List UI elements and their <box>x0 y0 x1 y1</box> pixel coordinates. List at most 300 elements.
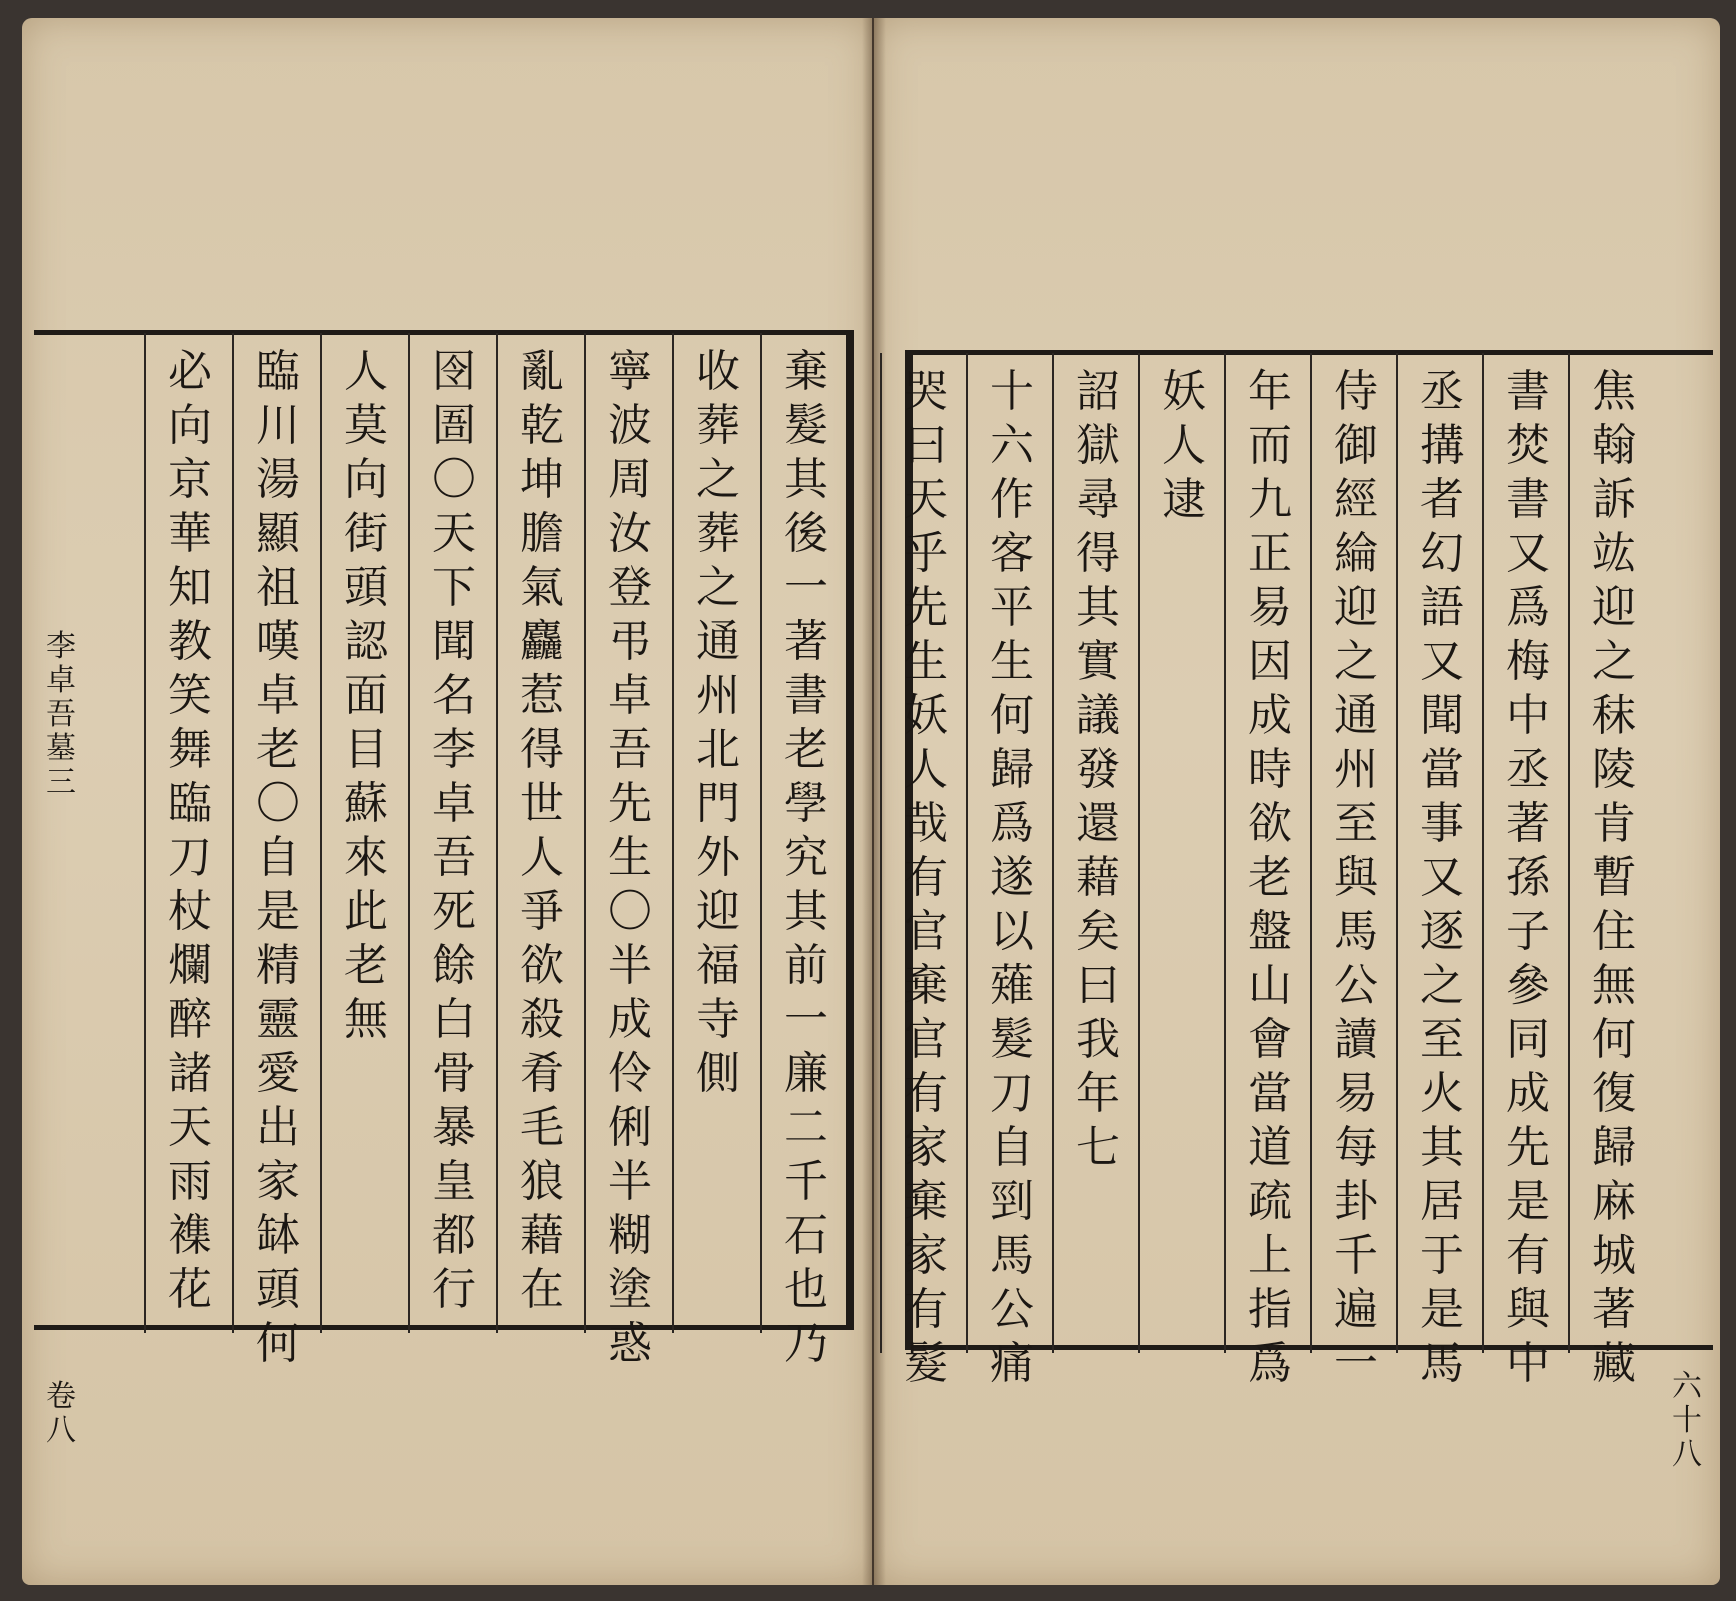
glyph: 杖 <box>168 886 212 937</box>
glyph: 何 <box>256 1318 300 1369</box>
glyph: 梅 <box>1506 636 1550 687</box>
glyph: 又 <box>1506 528 1550 579</box>
glyph: 馬 <box>990 1230 1034 1281</box>
glyph: 臨 <box>168 778 212 829</box>
glyph: 陵 <box>1592 744 1636 795</box>
glyph: 認 <box>344 616 388 667</box>
glyph: 汝 <box>608 508 652 559</box>
glyph: 馬 <box>1420 1338 1464 1389</box>
glyph: 〇 <box>432 454 476 505</box>
book-spine <box>862 18 886 1585</box>
glyph: 住 <box>1592 906 1636 957</box>
glyph: 〇 <box>608 886 652 937</box>
left-volume-label <box>44 1380 78 1448</box>
left-column-rule <box>760 333 762 1333</box>
left-column-7 <box>236 345 320 1371</box>
glyph: 我 <box>1076 1014 1120 1065</box>
glyph: 皇 <box>432 1156 476 1207</box>
glyph: 生 <box>904 636 948 687</box>
glyph: 每 <box>1334 1122 1378 1173</box>
glyph: 成 <box>1506 1068 1550 1119</box>
left-column-rule <box>672 333 674 1333</box>
glyph: 舞 <box>168 724 212 775</box>
glyph: 外 <box>696 832 740 883</box>
glyph: 歸 <box>1592 1122 1636 1173</box>
glyph: 訴 <box>1592 474 1636 525</box>
glyph: 與 <box>1506 1284 1550 1335</box>
glyph: 二 <box>784 1102 828 1153</box>
glyph: 丞 <box>1506 744 1550 795</box>
glyph: 吾 <box>46 697 76 732</box>
right-column-5 <box>1228 365 1312 1391</box>
glyph: 丞 <box>1420 366 1464 417</box>
glyph: 之 <box>1420 960 1464 1011</box>
glyph: 祖 <box>256 562 300 613</box>
glyph: 肯 <box>1592 798 1636 849</box>
glyph: 川 <box>256 400 300 451</box>
glyph: 行 <box>432 1264 476 1315</box>
glyph: 下 <box>432 562 476 613</box>
glyph: 髮 <box>904 1338 948 1389</box>
glyph: 州 <box>696 670 740 721</box>
glyph: 暫 <box>1592 852 1636 903</box>
glyph: 時 <box>1248 744 1292 795</box>
glyph: 毛 <box>520 1102 564 1153</box>
glyph: 側 <box>696 1048 740 1099</box>
glyph: 生 <box>990 636 1034 687</box>
glyph: 此 <box>344 886 388 937</box>
glyph: 精 <box>256 940 300 991</box>
glyph: 復 <box>1592 1068 1636 1119</box>
glyph: 葬 <box>696 400 740 451</box>
glyph: 自 <box>990 1122 1034 1173</box>
glyph: 迎 <box>1592 582 1636 633</box>
glyph: 爲 <box>1248 1338 1292 1389</box>
glyph: 同 <box>1506 1014 1550 1065</box>
glyph: 聞 <box>432 616 476 667</box>
left-column-3 <box>588 345 672 1371</box>
glyph: 正 <box>1248 528 1292 579</box>
glyph: 著 <box>1506 798 1550 849</box>
glyph: 一 <box>1334 1338 1378 1389</box>
glyph: 乎 <box>904 528 948 579</box>
glyph: 人 <box>904 744 948 795</box>
glyph: 欲 <box>520 940 564 991</box>
glyph: 迎 <box>696 886 740 937</box>
glyph: 寧 <box>608 346 652 397</box>
left-column-5 <box>412 345 496 1317</box>
glyph: 年 <box>1248 366 1292 417</box>
glyph: 易 <box>1334 1068 1378 1119</box>
glyph: 乃 <box>784 1318 828 1369</box>
glyph: 經 <box>1334 474 1378 525</box>
glyph: 藉 <box>1076 852 1120 903</box>
glyph: 御 <box>1334 420 1378 471</box>
glyph: 有 <box>904 1068 948 1119</box>
glyph: 門 <box>696 778 740 829</box>
glyph: 老 <box>256 724 300 775</box>
glyph: 花 <box>168 1264 212 1315</box>
glyph: 藉 <box>520 1210 564 1261</box>
glyph: 墓 <box>46 731 76 766</box>
glyph: 登 <box>608 562 652 613</box>
glyph: 莫 <box>344 400 388 451</box>
glyph: 面 <box>344 670 388 721</box>
glyph: 作 <box>990 474 1034 525</box>
glyph: 餘 <box>432 940 476 991</box>
glyph: 顯 <box>256 508 300 559</box>
glyph: 遍 <box>1334 1284 1378 1335</box>
glyph: 之 <box>1592 636 1636 687</box>
glyph: 得 <box>1076 528 1120 579</box>
glyph: 北 <box>696 724 740 775</box>
glyph: 塗 <box>608 1264 652 1315</box>
glyph: 臨 <box>256 346 300 397</box>
glyph: 刀 <box>168 832 212 883</box>
glyph: 白 <box>432 994 476 1045</box>
glyph: 綸 <box>1334 528 1378 579</box>
glyph: 馬 <box>1334 906 1378 957</box>
glyph: 人 <box>1162 420 1206 471</box>
glyph: 平 <box>990 582 1034 633</box>
glyph: 侍 <box>1334 366 1378 417</box>
glyph: 公 <box>990 1284 1034 1335</box>
glyph: 家 <box>256 1156 300 1207</box>
glyph: 通 <box>1334 690 1378 741</box>
glyph: 爛 <box>168 940 212 991</box>
glyph: 家 <box>904 1230 948 1281</box>
glyph: 當 <box>1420 744 1464 795</box>
glyph: 波 <box>608 400 652 451</box>
glyph: 棄 <box>904 960 948 1011</box>
glyph: 焦 <box>1592 366 1636 417</box>
glyph: 至 <box>1420 1014 1464 1065</box>
glyph: 尋 <box>1076 474 1120 525</box>
glyph: 幻 <box>1420 528 1464 579</box>
glyph: 亂 <box>520 346 564 397</box>
right-column-6 <box>1142 365 1226 527</box>
glyph: 語 <box>1420 582 1464 633</box>
glyph: 六 <box>990 420 1034 471</box>
glyph: 剄 <box>990 1176 1034 1227</box>
glyph: 後 <box>784 508 828 559</box>
glyph: 何 <box>1592 1014 1636 1065</box>
glyph: 翰 <box>1592 420 1636 471</box>
glyph: 其 <box>784 886 828 937</box>
glyph: 肴 <box>520 1048 564 1099</box>
glyph: 成 <box>608 994 652 1045</box>
right-column-2 <box>1486 365 1570 1391</box>
glyph: 孫 <box>1506 852 1550 903</box>
glyph: 是 <box>1420 1284 1464 1335</box>
glyph: 著 <box>1592 1284 1636 1335</box>
glyph: 竑 <box>1592 528 1636 579</box>
glyph: 官 <box>904 906 948 957</box>
glyph: 吾 <box>432 832 476 883</box>
glyph: 因 <box>1248 636 1292 687</box>
glyph: 無 <box>344 994 388 1045</box>
glyph: 千 <box>784 1156 828 1207</box>
glyph: 年 <box>1076 1068 1120 1119</box>
glyph: 又 <box>1420 636 1464 687</box>
glyph: 至 <box>1334 798 1378 849</box>
glyph: 十 <box>1672 1403 1702 1438</box>
glyph: 卓 <box>608 670 652 721</box>
glyph: 城 <box>1592 1230 1636 1281</box>
glyph: 棄 <box>904 1176 948 1227</box>
glyph: 書 <box>1506 366 1550 417</box>
glyph: 痛 <box>990 1338 1034 1389</box>
glyph: 又 <box>1420 852 1464 903</box>
left-column-rule <box>408 333 410 1333</box>
glyph: 伶 <box>608 1048 652 1099</box>
left-column-1 <box>764 345 848 1371</box>
glyph: 髮 <box>990 1014 1034 1065</box>
glyph: 讀 <box>1334 1014 1378 1065</box>
left-column-6 <box>324 345 408 1047</box>
glyph: 曰 <box>1076 960 1120 1011</box>
glyph: 目 <box>344 724 388 775</box>
glyph: 而 <box>1248 420 1292 471</box>
glyph: 八 <box>46 1413 76 1448</box>
glyph: 爭 <box>520 886 564 937</box>
glyph: 有 <box>904 852 948 903</box>
glyph: 盤 <box>1248 906 1292 957</box>
glyph: 逮 <box>1162 474 1206 525</box>
glyph: 暴 <box>432 1102 476 1153</box>
glyph: 俐 <box>608 1102 652 1153</box>
glyph: 一 <box>784 562 828 613</box>
glyph: 十 <box>990 366 1034 417</box>
glyph: 石 <box>784 1210 828 1261</box>
glyph: 葬 <box>696 508 740 559</box>
right-page-number <box>1670 1370 1704 1472</box>
glyph: 先 <box>608 778 652 829</box>
glyph: 于 <box>1420 1230 1464 1281</box>
glyph: 髮 <box>784 400 828 451</box>
glyph: 山 <box>1248 960 1292 1011</box>
glyph: 世 <box>520 778 564 829</box>
glyph: 是 <box>256 886 300 937</box>
glyph: 天 <box>432 508 476 559</box>
glyph: 哭 <box>904 366 948 417</box>
glyph: 殺 <box>520 994 564 1045</box>
glyph: 華 <box>168 508 212 559</box>
glyph: 先 <box>904 582 948 633</box>
glyph: 蘇 <box>344 778 388 829</box>
glyph: 半 <box>608 940 652 991</box>
left-column-8 <box>148 345 232 1317</box>
glyph: 遂 <box>990 852 1034 903</box>
glyph: 卷 <box>46 1379 76 1414</box>
glyph: 以 <box>990 906 1034 957</box>
glyph: 六 <box>1672 1369 1702 1404</box>
glyph: 前 <box>784 940 828 991</box>
glyph: 居 <box>1420 1176 1464 1227</box>
glyph: 都 <box>432 1210 476 1261</box>
glyph: 雨 <box>168 1156 212 1207</box>
glyph: 老 <box>344 940 388 991</box>
glyph: 出 <box>256 1102 300 1153</box>
glyph: 家 <box>904 1122 948 1173</box>
glyph: 膽 <box>520 508 564 559</box>
glyph: 天 <box>904 474 948 525</box>
glyph: 議 <box>1076 690 1120 741</box>
glyph: 之 <box>696 454 740 505</box>
glyph: 收 <box>696 346 740 397</box>
glyph: 通 <box>696 616 740 667</box>
glyph: 是 <box>1506 1176 1550 1227</box>
glyph: 焚 <box>1506 420 1550 471</box>
glyph: 頭 <box>256 1264 300 1315</box>
glyph: 之 <box>1334 636 1378 687</box>
glyph: 自 <box>256 832 300 883</box>
glyph: 哉 <box>904 798 948 849</box>
glyph: 公 <box>1334 960 1378 1011</box>
right-column-4 <box>1314 365 1398 1391</box>
glyph: 弔 <box>608 616 652 667</box>
glyph: 笑 <box>168 670 212 721</box>
glyph: 卓 <box>432 778 476 829</box>
glyph: 向 <box>344 454 388 505</box>
glyph: 與 <box>1334 852 1378 903</box>
glyph: 也 <box>784 1264 828 1315</box>
glyph: 來 <box>344 832 388 883</box>
glyph: 千 <box>1334 1230 1378 1281</box>
glyph: 必 <box>168 346 212 397</box>
left-column-rule <box>232 333 234 1333</box>
right-column-9 <box>884 365 968 1391</box>
glyph: 卓 <box>256 670 300 721</box>
left-margin-title <box>44 630 78 800</box>
glyph: 李 <box>432 724 476 775</box>
glyph: 一 <box>784 994 828 1045</box>
glyph: 無 <box>1592 960 1636 1011</box>
glyph: 妖 <box>1162 366 1206 417</box>
glyph: 刀 <box>990 1068 1034 1119</box>
glyph: 知 <box>168 562 212 613</box>
glyph: 何 <box>990 690 1034 741</box>
glyph: 惑 <box>608 1318 652 1369</box>
glyph: 得 <box>520 724 564 775</box>
glyph: 客 <box>990 528 1034 579</box>
glyph: 李 <box>46 629 76 664</box>
glyph: 老 <box>784 724 828 775</box>
glyph: 囹 <box>432 346 476 397</box>
glyph: 書 <box>1506 474 1550 525</box>
glyph: 生 <box>608 832 652 883</box>
glyph: 嘆 <box>256 616 300 667</box>
glyph: 其 <box>1076 582 1120 633</box>
glyph: 成 <box>1248 690 1292 741</box>
glyph: 廉 <box>784 1048 828 1099</box>
right-column-3 <box>1400 365 1484 1391</box>
glyph: 究 <box>784 832 828 883</box>
glyph: 道 <box>1248 1122 1292 1173</box>
left-column-rule <box>144 333 146 1333</box>
glyph: 靈 <box>256 994 300 1045</box>
glyph: 三 <box>46 765 76 800</box>
glyph: 聞 <box>1420 690 1464 741</box>
glyph: 爲 <box>990 798 1034 849</box>
glyph: 圄 <box>432 400 476 451</box>
glyph: 之 <box>696 562 740 613</box>
glyph: 福 <box>696 940 740 991</box>
glyph: 卦 <box>1334 1176 1378 1227</box>
glyph: 街 <box>344 508 388 559</box>
glyph: 子 <box>1506 906 1550 957</box>
glyph: 火 <box>1420 1068 1464 1119</box>
left-column-rule <box>496 333 498 1333</box>
glyph: 麤 <box>520 616 564 667</box>
glyph: 死 <box>432 886 476 937</box>
glyph: 教 <box>168 616 212 667</box>
glyph: 詔 <box>1076 366 1120 417</box>
left-column-rule <box>584 333 586 1333</box>
glyph: 骨 <box>432 1048 476 1099</box>
glyph: 醉 <box>168 994 212 1045</box>
left-column-4 <box>500 345 584 1317</box>
glyph: 獄 <box>1076 420 1120 471</box>
right-column-7 <box>1056 365 1140 1175</box>
glyph: 爲 <box>1506 582 1550 633</box>
glyph: 先 <box>1506 1122 1550 1173</box>
glyph: 愛 <box>256 1048 300 1099</box>
glyph: 天 <box>168 1102 212 1153</box>
glyph: 還 <box>1076 798 1120 849</box>
glyph: 老 <box>1248 852 1292 903</box>
glyph: 缽 <box>256 1210 300 1261</box>
glyph: 狼 <box>520 1156 564 1207</box>
glyph: 京 <box>168 454 212 505</box>
right-column-1 <box>1572 365 1656 1391</box>
glyph: 寺 <box>696 994 740 1045</box>
left-column-2 <box>676 345 760 1101</box>
glyph: 九 <box>1248 474 1292 525</box>
glyph: 棄 <box>784 346 828 397</box>
glyph: 麻 <box>1592 1176 1636 1227</box>
right-column-rule <box>880 353 882 1353</box>
glyph: 秣 <box>1592 690 1636 741</box>
glyph: 迎 <box>1334 582 1378 633</box>
glyph: 指 <box>1248 1284 1292 1335</box>
glyph: 糊 <box>608 1210 652 1261</box>
right-column-8 <box>970 365 1054 1391</box>
glyph: 吾 <box>608 724 652 775</box>
glyph: 著 <box>784 616 828 667</box>
glyph: 易 <box>1248 582 1292 633</box>
glyph: 藏 <box>1592 1338 1636 1389</box>
glyph: 矣 <box>1076 906 1120 957</box>
glyph: 書 <box>784 670 828 721</box>
glyph: 搆 <box>1420 420 1464 471</box>
glyph: 逐 <box>1420 906 1464 957</box>
glyph: 官 <box>904 1014 948 1065</box>
glyph: 有 <box>1506 1230 1550 1281</box>
glyph: 乾 <box>520 400 564 451</box>
glyph: 卓 <box>46 663 76 698</box>
glyph: 其 <box>1420 1122 1464 1173</box>
glyph: 襍 <box>168 1210 212 1261</box>
glyph: 有 <box>904 1284 948 1335</box>
glyph: 曰 <box>904 420 948 471</box>
glyph: 學 <box>784 778 828 829</box>
glyph: 事 <box>1420 798 1464 849</box>
glyph: 會 <box>1248 1014 1292 1065</box>
glyph: 上 <box>1248 1230 1292 1281</box>
glyph: 中 <box>1506 1338 1550 1389</box>
glyph: 薙 <box>990 960 1034 1011</box>
